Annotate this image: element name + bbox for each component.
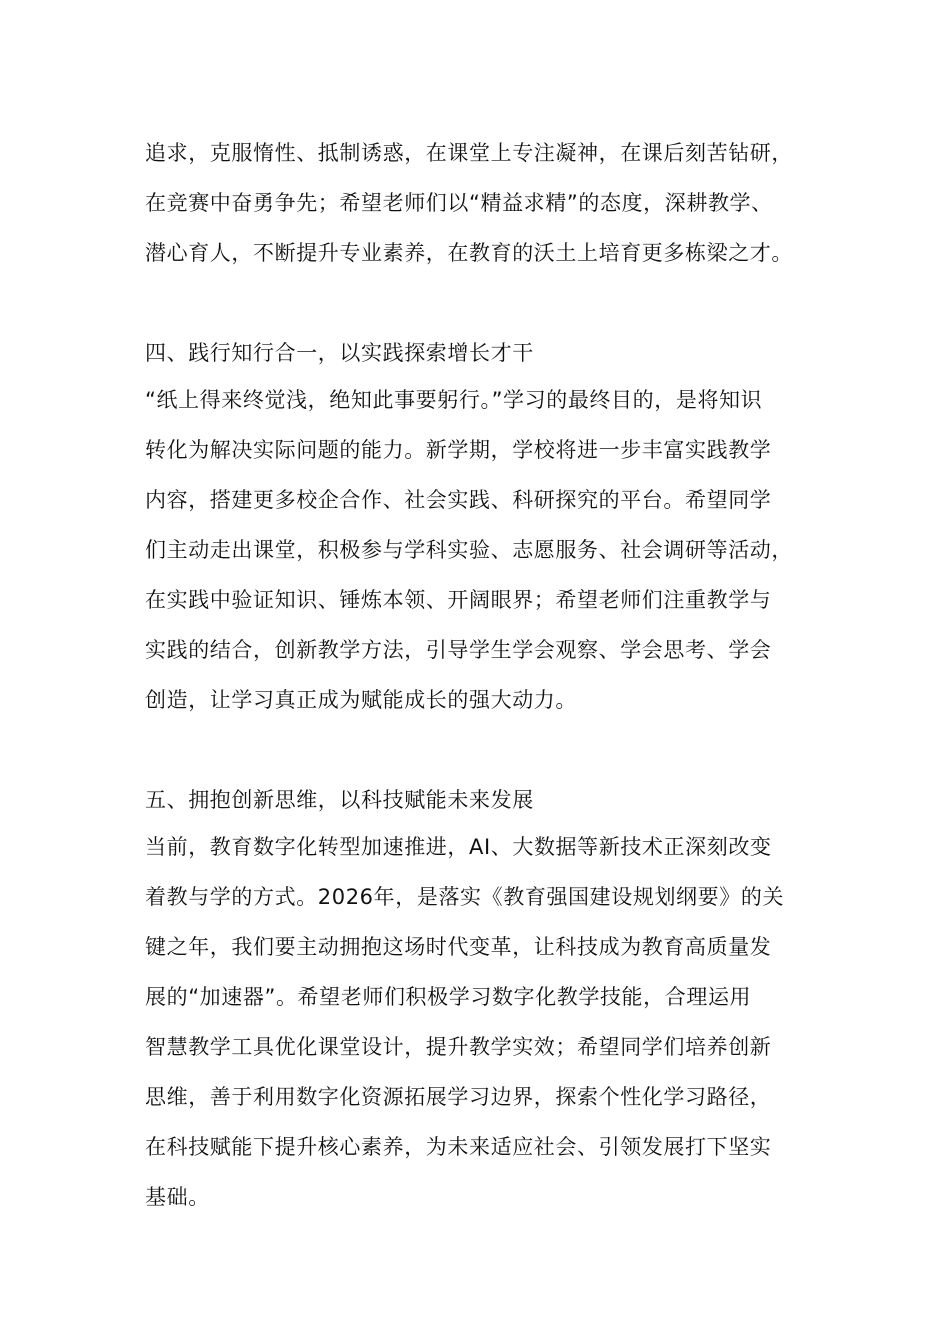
paragraph-line: 创造，让学习真正成为赋能成长的强大动力。: [145, 688, 577, 712]
section-heading-5: 五、拥抱创新思维，以科技赋能未来发展: [145, 788, 534, 812]
paragraph-line: 实践的结合，创新教学方法，引导学生学会观察、学会思考、学会: [145, 638, 772, 662]
paragraph-line: 在竞赛中奋勇争先；希望老师们以“精益求精”的态度，深耕教学、: [145, 191, 773, 215]
paragraph-line: “纸上得来终觉浅，绝知此事要躬行。”学习的最终目的，是将知识: [145, 388, 763, 412]
paragraph-line: 内容，搭建更多校企合作、社会实践、科研探究的平台。希望同学: [145, 488, 772, 512]
paragraph-line: 基础。: [145, 1185, 210, 1209]
section-heading-4: 四、践行知行合一，以实践探索增长才干: [145, 341, 534, 365]
paragraph-line: 着教与学的方式。2026年，是落实《教育强国建设规划纲要》的关: [145, 885, 785, 909]
paragraph-line: 转化为解决实际问题的能力。新学期，学校将进一步丰富实践教学: [145, 438, 772, 462]
paragraph-line: 在科技赋能下提升核心素养，为未来适应社会、引领发展打下坚实: [145, 1135, 772, 1159]
paragraph-line: 智慧教学工具优化课堂设计，提升教学实效；希望同学们培养创新: [145, 1035, 772, 1059]
paragraph-line: 展的“加速器”。希望老师们积极学习数字化教学技能，合理运用: [145, 985, 752, 1009]
paragraph-line: 当前，教育数字化转型加速推进，AI、大数据等新技术正深刻改变: [145, 835, 772, 859]
paragraph-line: 追求，克服惰性、抵制诱惑，在课堂上专注凝神，在课后刻苦钻研，: [145, 141, 793, 165]
paragraph-line: 键之年，我们要主动拥抱这场时代变革，让科技成为教育高质量发: [145, 935, 772, 959]
paragraph-line: 思维，善于利用数字化资源拓展学习边界，探索个性化学习路径，: [145, 1085, 772, 1109]
paragraph-line: 在实践中验证知识、锤炼本领、开阔眼界；希望老师们注重教学与: [145, 588, 772, 612]
paragraph-line: 潜心育人，不断提升专业素养，在教育的沃土上培育更多栋梁之才。: [145, 241, 793, 265]
paragraph-line: 们主动走出课堂，积极参与学科实验、志愿服务、社会调研等活动，: [145, 538, 793, 562]
